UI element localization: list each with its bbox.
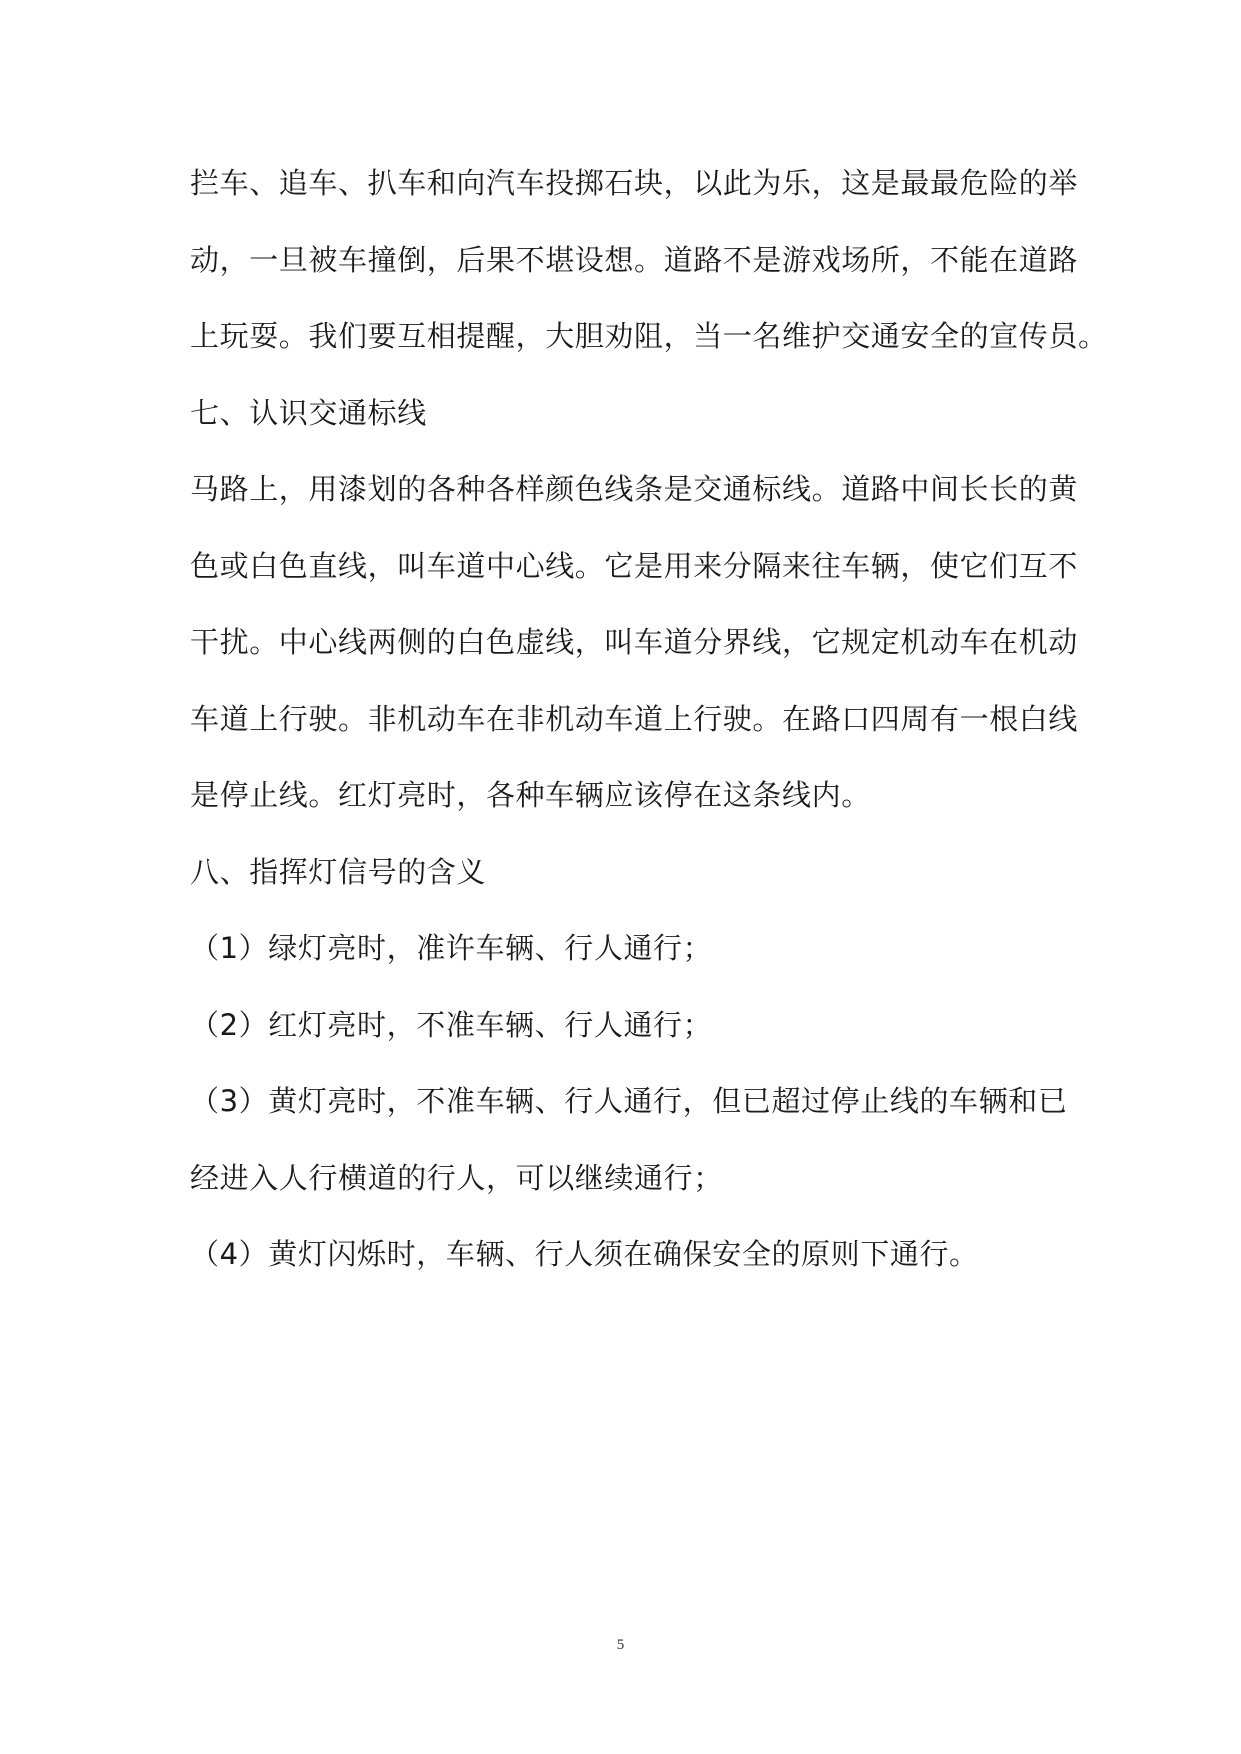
list-item-4: （4）黄灯闪烁时，车辆、行人须在确保安全的原则下通行。	[190, 1237, 979, 1271]
paragraph-line: 拦车、追车、扒车和向汽车投掷石块，以此为乐，这是最最危险的举	[190, 166, 1079, 200]
page-number: 5	[616, 1637, 625, 1653]
paragraph-line: 色或白色直线，叫车道中心线。它是用来分隔来往车辆，使它们互不	[190, 548, 1079, 583]
list-item-3: （3）黄灯亮时，不准车辆、行人通行，但已超过停止线的车辆和已	[190, 1084, 1068, 1118]
paragraph-line: 车道上行驶。非机动车在非机动车道上行驶。在路口四周有一根白线	[190, 701, 1079, 736]
section-heading-8: 八、指挥灯信号的含义	[190, 854, 487, 889]
list-item-1: （1）绿灯亮时，准许车辆、行人通行；	[190, 931, 713, 965]
paragraph-line: 马路上，用漆划的各种各样颜色线条是交通标线。道路中间长长的黄	[190, 472, 1079, 506]
document-body	[190, 145, 1108, 1293]
paragraph-line: 上玩耍。我们要互相提醒，大胆劝阻，当一名维护交通安全的宣传员。	[190, 319, 1108, 353]
section-heading-7: 七、认识交通标线	[190, 395, 427, 430]
paragraph-line: 动，一旦被车撞倒，后果不堪设想。道路不是游戏场所，不能在道路	[190, 242, 1079, 277]
paragraph-line: 干扰。中心线两侧的白色虚线，叫车道分界线，它规定机动车在机动	[190, 625, 1079, 659]
list-item-3-continued: 经进入人行横道的行人，可以继续通行；	[190, 1160, 723, 1195]
paragraph-line: 是停止线。红灯亮时，各种车辆应该停在这条线内。	[190, 778, 871, 812]
list-item-2: （2）红灯亮时，不准车辆、行人通行；	[190, 1007, 713, 1042]
